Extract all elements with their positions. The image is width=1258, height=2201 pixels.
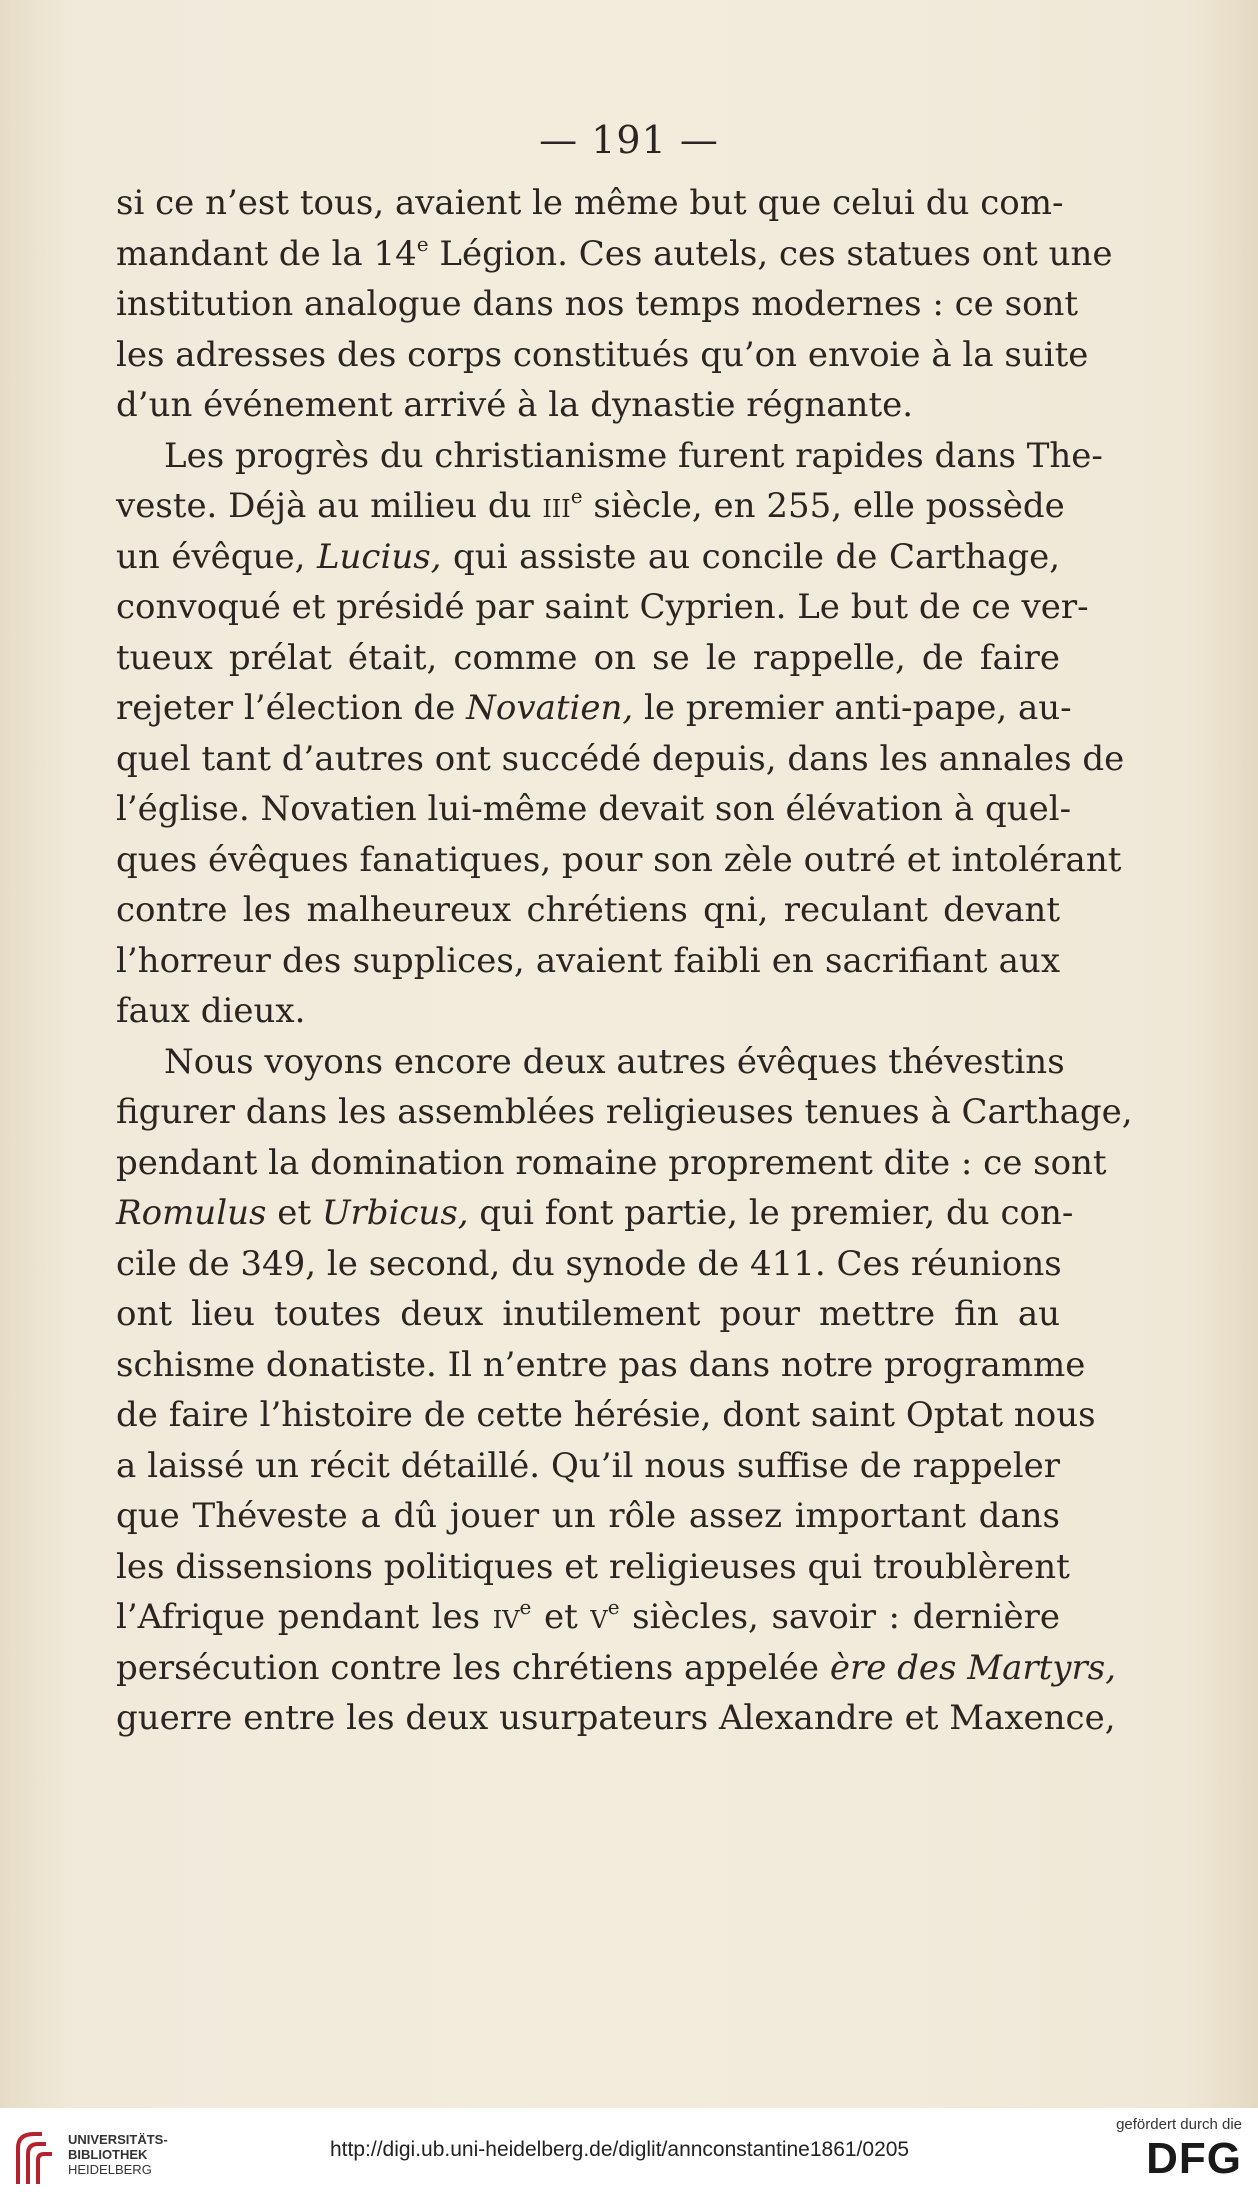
italic-name: Romulus [116,1193,267,1233]
text-run: que Théveste a dû jouer un rôle assez important dans [116,1496,1060,1536]
text-run: d’un événement arrivé à la dynastie régnante. [116,385,914,425]
text-line [116,178,1064,229]
funder-label: gefördert durch die [1116,2116,1242,2133]
library-line3: HEIDELBERG [68,2162,152,2177]
text-run: III [542,495,571,523]
page-number: — 191 — [539,118,719,162]
text-run: persécution contre les chrétiens appelée [116,1647,830,1688]
text-line [116,1188,1074,1239]
text-run: Les progrès du christianisme furent rapides dans The- [164,435,1103,476]
text-line [116,1037,1065,1088]
text-run: Légion. Ces autels, ces statues ont une [428,233,1113,274]
text-run: contre les malheureux chrétiens qni, reculant devant [116,890,1060,930]
superscript: e [519,1595,532,1619]
permalink-url[interactable]: http://digi.ub.uni-heidelberg.de/diglit/annconstantine1861/0205 [330,2138,910,2161]
text-run: tueux prélat était, comme on se le rappelle, de faire [116,637,1060,678]
library-emblem-icon [12,2128,60,2188]
library-logo[interactable] [12,2122,172,2192]
text-run: guerre entre les deux usurpateurs Alexandre et Maxence, [116,1698,1116,1738]
text-line [116,1693,1116,1744]
text-run: Nous voyons encore deux autres évêques thévestins [164,1041,1065,1082]
text-line [116,683,1072,734]
text-run: l’église. Novatien lui-même devait son élévation à quel- [116,789,1072,829]
text-line [116,330,1089,381]
text-run: les dissensions politiques et religieuses qui troublèrent [116,1546,1070,1587]
superscript: e [607,1595,620,1619]
text-line [116,532,1060,583]
text-run: siècle, en 255, elle possède [582,486,1065,526]
text-line [116,229,1113,280]
text-line [116,633,1060,684]
text-line [116,431,1103,482]
text-line [116,885,1060,936]
text-line [116,279,1079,330]
library-line2: BIBLIOTHEK [68,2147,148,2162]
text-line [116,986,1060,1037]
text-line [116,734,1125,785]
text-run: a laissé un récit détaillé. Qu’il nous suffise de rappeler [116,1445,1060,1486]
text-run: siècles, savoir : dernière [619,1597,1060,1637]
text-run: ques évêques fanatiques, pour son zèle outré et intolérant [116,839,1122,880]
italic-name: Urbicus, [321,1193,469,1233]
text-run: pendant la domination romaine proprement dite : ce sont [116,1142,1107,1183]
text-run: qui assiste au concile de Carthage, [441,536,1061,577]
viewer-footer [0,2108,1258,2201]
text-run: un évêque, [116,536,317,577]
text-run: faux dieux. [116,991,306,1031]
text-line [116,1592,1060,1643]
text-run: V [590,1606,608,1634]
text-line [116,1491,1060,1542]
text-run: quel tant d’autres ont succédé depuis, dans les annales de [116,738,1125,779]
text-line [116,936,1060,987]
text-run: les adresses des corps constitués qu’on envoie à la suite [116,334,1089,375]
text-line [116,784,1072,835]
text-line [116,1542,1070,1593]
text-run: ont lieu toutes deux inutilement pour mettre fin au [116,1294,1060,1334]
text-line [116,1087,1133,1138]
text-run: institution analogue dans nos temps modernes : ce sont [116,284,1079,324]
text-run: et [531,1597,591,1637]
funder-block [1102,2116,1242,2185]
text-line [116,1138,1107,1189]
text-line [116,1340,1086,1391]
text-run: et [266,1193,322,1233]
text-run: l’Afrique pendant les [116,1597,493,1637]
text-run: si ce n’est tous, avaient le même but que celui du com- [116,183,1064,223]
text-line [116,1441,1060,1492]
text-line [116,1239,1060,1290]
text-run: mandant de la 14 [116,233,417,274]
text-run: veste. Déjà au milieu du [116,486,543,526]
text-line [116,481,1065,532]
italic-name: Novatien, [466,688,634,728]
dfg-logo[interactable]: DFG [1146,2134,1242,2183]
text-run: de faire l’histoire de cette hérésie, dont saint Optat nous [116,1395,1096,1435]
text-run: IV [492,1606,520,1634]
text-run: l’horreur des supplices, avaient faibli en sacrifiant aux [116,940,1060,981]
italic-name: ère des Martyrs, [829,1647,1117,1688]
text-run: figurer dans les assemblées religieuses tenues à Carthage, [116,1092,1133,1132]
text-run: le premier anti-pape, au- [633,688,1072,728]
text-run: schisme donatiste. Il n’entre pas dans notre programme [116,1344,1086,1385]
library-name [68,2132,168,2177]
text-run: cile de 349, le second, du synode de 411. Ces réunions [116,1243,1062,1284]
text-line [116,835,1122,886]
superscript: e [416,231,429,256]
text-run: convoqué et présidé par saint Cyprien. Le but de ce ver- [116,587,1089,627]
superscript: e [570,484,583,508]
text-line [116,582,1089,633]
italic-name: Lucius, [316,536,442,577]
text-run: qui font partie, le premier, du con- [468,1193,1074,1233]
body-text [116,178,1133,1744]
text-line [116,1643,1117,1694]
text-line [116,380,1060,431]
text-line [116,1289,1060,1340]
library-line1: UNIVERSITÄTS- [68,2132,168,2147]
text-line [116,1390,1096,1441]
text-run: rejeter l’élection de [116,688,467,728]
